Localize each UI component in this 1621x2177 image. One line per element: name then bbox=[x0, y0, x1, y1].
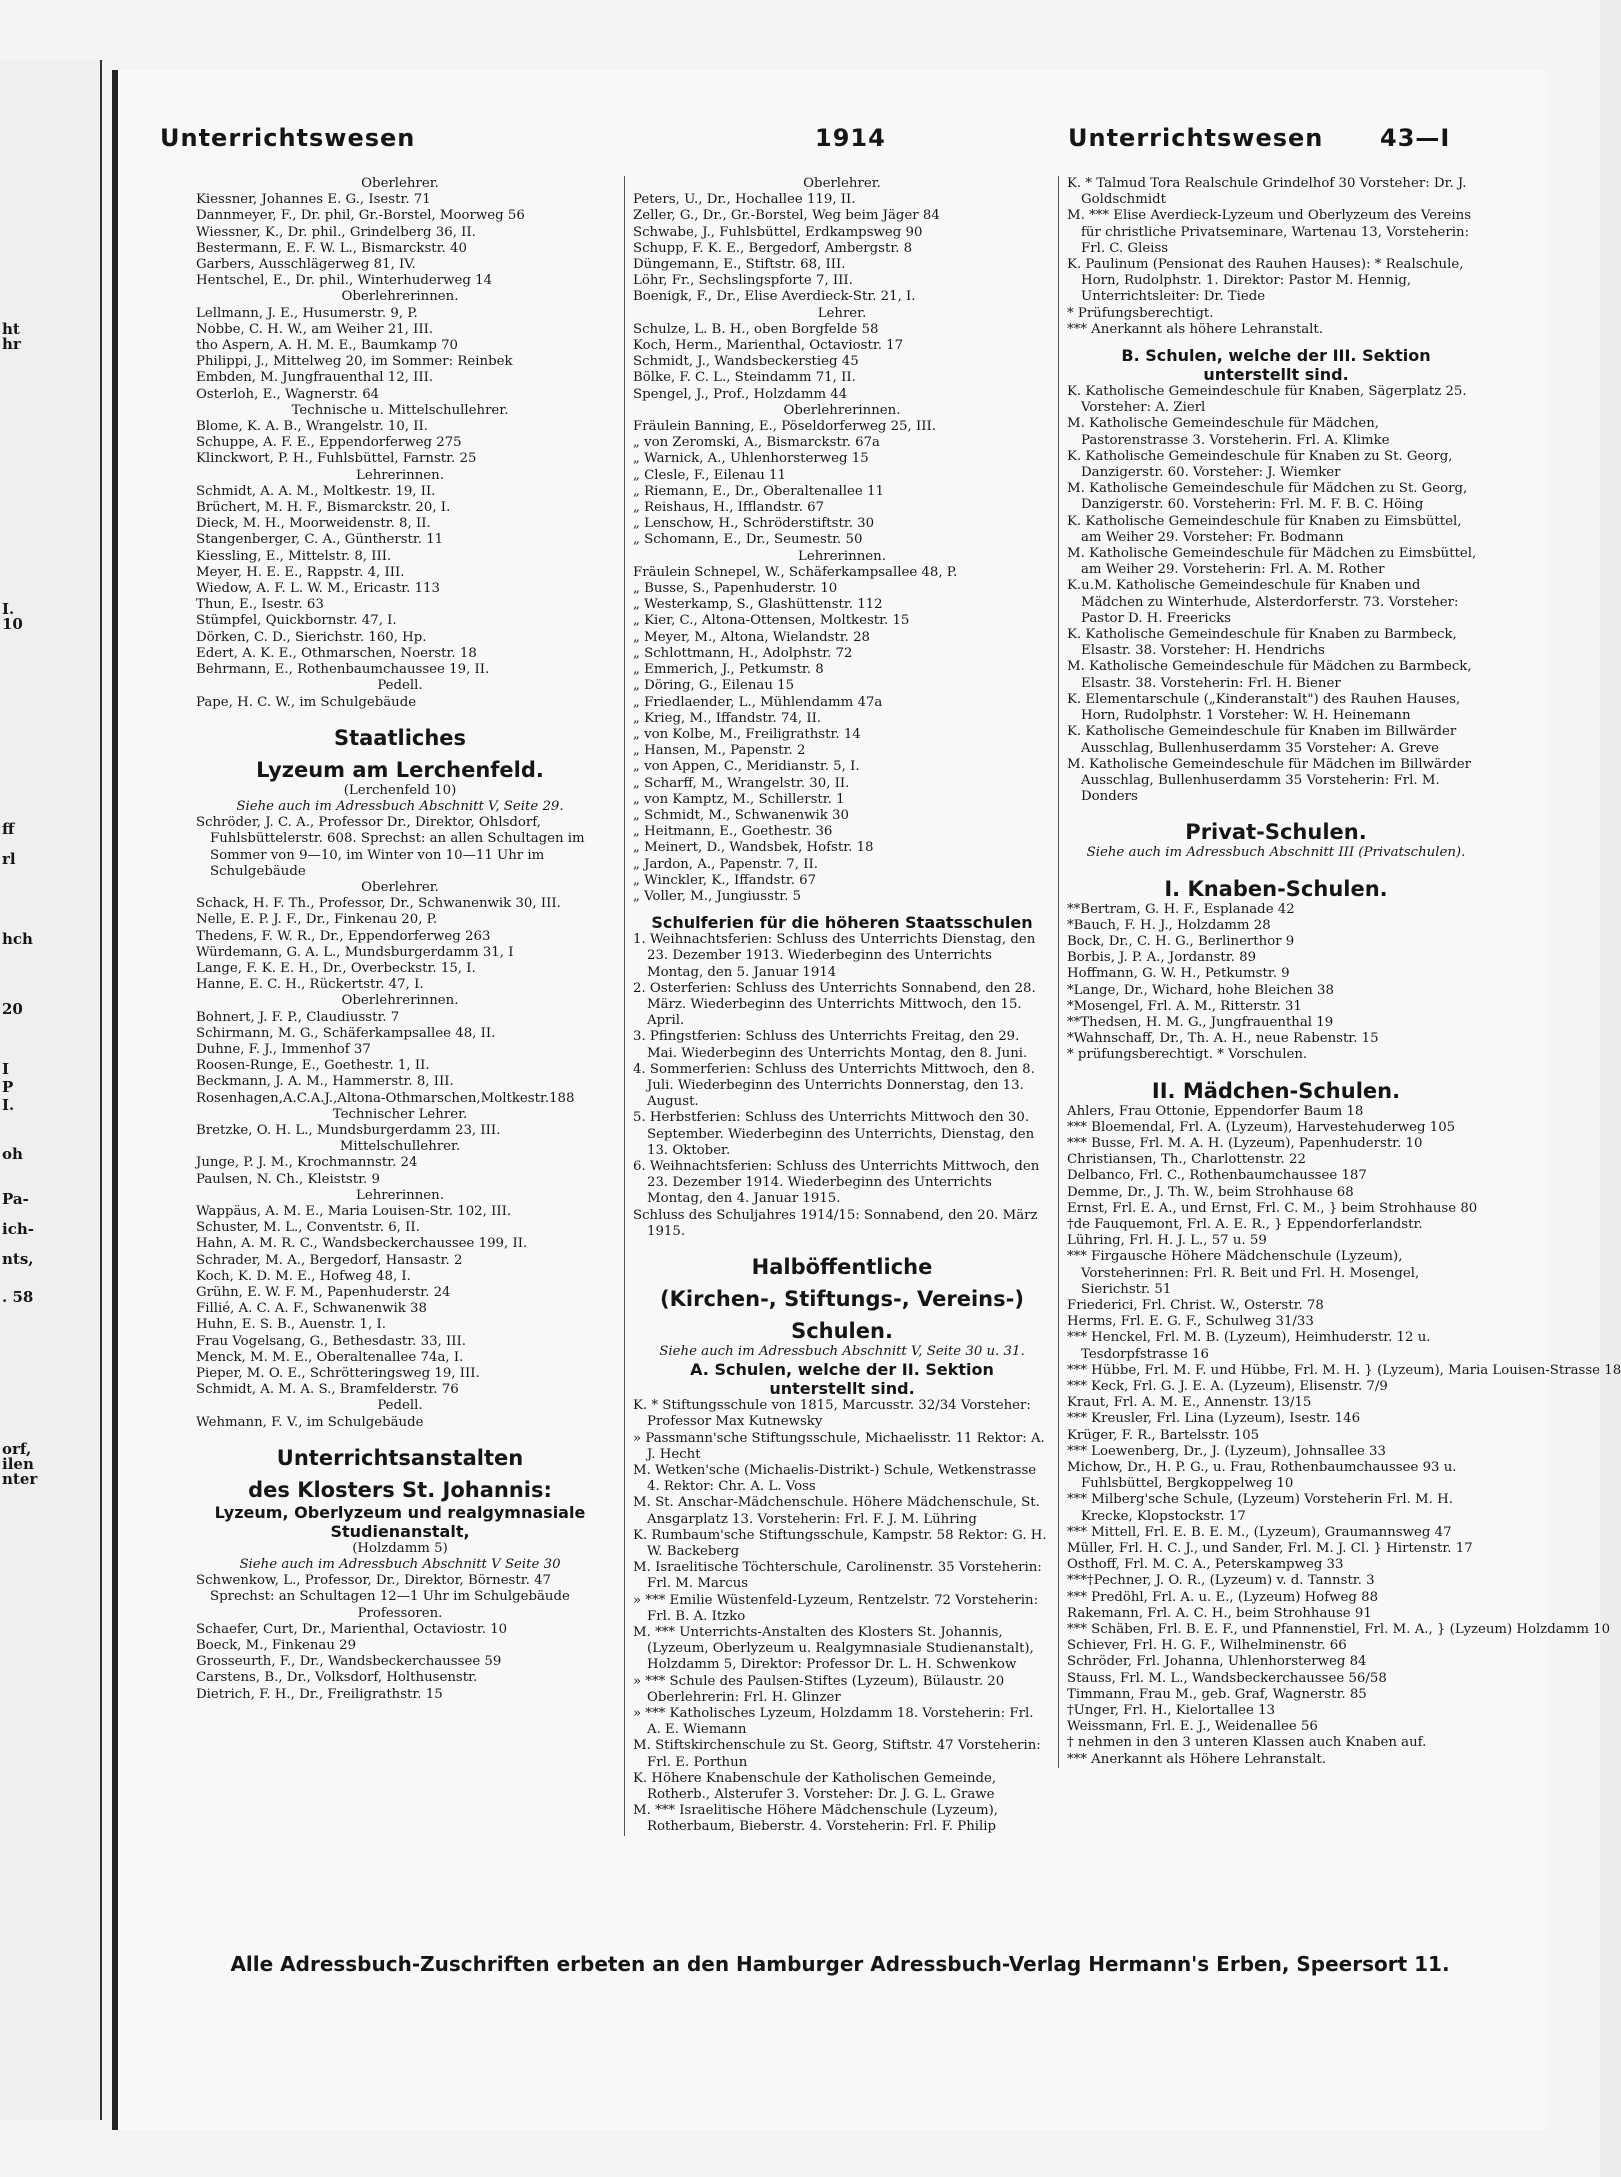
entry-line: Spengel, J., Prof., Holzdamm 44 bbox=[633, 386, 848, 402]
entry-line: Duhne, F. J., Immenhof 37 bbox=[196, 1041, 371, 1057]
entry-line: **Thedsen, H. M. G., Jungfrauenthal 19 bbox=[1067, 1014, 1334, 1030]
subheading: Studienanstalt, bbox=[330, 1521, 470, 1541]
entry-line: *** Busse, Frl. M. A. H. (Lyzeum), Papenhuderstr. 10 bbox=[1067, 1135, 1423, 1151]
cross-reference: Siehe auch im Adressbuch Abschnitt V, Seite 29. bbox=[236, 798, 564, 814]
entry-line: Osthoff, Frl. M. C. A., Peterskampweg 33 bbox=[1067, 1557, 1344, 1573]
spacer bbox=[1067, 862, 1485, 870]
margin-fragment: ich- bbox=[2, 1220, 34, 1238]
section-label: Technischer Lehrer. bbox=[332, 1106, 468, 1122]
margin-fragment: Pa- bbox=[2, 1190, 29, 1208]
entry-line: *** Anerkannt als höhere Lehranstalt. bbox=[1067, 321, 1323, 337]
entry-line: Löhr, Fr., Sechslingspforte 7, III. bbox=[633, 273, 853, 289]
entry-line: Bretzke, O. H. L., Mundsburgerdamm 23, III. bbox=[196, 1122, 501, 1138]
section-label: (Lerchenfeld 10) bbox=[343, 782, 457, 798]
entry-block: Michow, Dr., H. P. G., u. Frau, Rothenbaumchaussee 93 u. Fuhlsbüttel, Bergkoppelweg 10 bbox=[1067, 1460, 1457, 1492]
entry-line: Krüger, F. R., Bartelsstr. 105 bbox=[1067, 1427, 1260, 1443]
entry-line: Klinckwort, P. H., Fuhlsbüttel, Farnstr. 25 bbox=[196, 451, 477, 467]
section-label: Technische u. Mittelschullehrer. bbox=[291, 402, 509, 418]
margin-fragment: 10 bbox=[2, 615, 23, 633]
entry-block: » *** Katholisches Lyzeum, Holzdamm 18. Vorsteherin: Frl. A. E. Wiemann bbox=[633, 1706, 1034, 1738]
entry-line: Dörken, C. D., Sierichstr. 160, Hp. bbox=[196, 629, 427, 645]
entry-line: *** Kreusler, Frl. Lina (Lyzeum), Isestr. 146 bbox=[1067, 1411, 1361, 1427]
entry-line: Boeck, M., Finkenau 29 bbox=[196, 1638, 357, 1654]
entry-block: 6. Weihnachtsferien: Schluss des Unterrichts Mittwoch, den 23. Dezember 1914. Wiederbeginn des Unterrichts Montag, den 4. Januar 1915. bbox=[633, 1158, 1040, 1207]
entry-block: K. Katholische Gemeindeschule für Knaben zu Barmbeck, Elsastr. 38. Vorsteher: H. Hendrichs bbox=[1067, 627, 1457, 659]
entry-line: Wappäus, A. M. E., Maria Louisen-Str. 102, III. bbox=[196, 1203, 512, 1219]
subheading: unterstellt sind. bbox=[1203, 365, 1349, 385]
entry-block: 4. Sommerferien: Schluss des Unterrichts Mittwoch, den 8. Juli. Wiederbeginn des Unterrichts Donnerstag, den 13. August. bbox=[633, 1061, 1035, 1110]
entry-line: Schupp, F. K. E., Bergedorf, Ambergstr. 8 bbox=[633, 240, 913, 256]
entry-line: Embden, M. Jungfrauenthal 12, III. bbox=[196, 370, 434, 386]
entry-line: Bohnert, J. F. P., Claudiusstr. 7 bbox=[196, 1009, 400, 1025]
entry-line: Behrmann, E., Rothenbaumchaussee 19, II. bbox=[196, 662, 490, 678]
entry-line: Dieck, M. H., Moorweidenstr. 8, II. bbox=[196, 516, 431, 532]
entry-line: Ahlers, Frau Ottonie, Eppendorfer Baum 18 bbox=[1067, 1103, 1364, 1119]
section-label: Oberlehrerinnen. bbox=[783, 402, 901, 418]
header-right-title: Unterrichtswesen bbox=[1068, 124, 1324, 152]
entry-line: Frau Vogelsang, G., Bethesdastr. 33, III. bbox=[196, 1333, 466, 1349]
heading: (Kirchen-, Stiftungs-, Vereins-) bbox=[660, 1287, 1024, 1311]
entry-line: „ Clesle, F., Eilenau 11 bbox=[633, 467, 786, 483]
entry-line: Schulze, L. B. H., oben Borgfelde 58 bbox=[633, 321, 879, 337]
entry-line: „ Döring, G., Eilenau 15 bbox=[633, 678, 795, 694]
entry-line: Brüchert, M. H. F., Bismarckstr. 20, I. bbox=[196, 500, 451, 516]
entry-line: * prüfungsberechtigt. * Vorschulen. bbox=[1067, 1047, 1308, 1063]
entry-line: Thun, E., Isestr. 63 bbox=[196, 597, 324, 613]
entry-line: Meyer, H. E. E., Rappstr. 4, III. bbox=[196, 564, 405, 580]
entry-line: „ Reishaus, H., Ifflandstr. 67 bbox=[633, 500, 825, 516]
entry-line: Weissmann, Frl. E. J., Weidenallee 56 bbox=[1067, 1719, 1318, 1735]
entry-line: „ Meyer, M., Altona, Wielandstr. 28 bbox=[633, 629, 871, 645]
entry-line: *** Bloemendal, Frl. A. (Lyzeum), Harvestehuderweg 105 bbox=[1067, 1119, 1456, 1135]
entry-line: Borbis, J. P. A., Jordanstr. 89 bbox=[1067, 950, 1257, 966]
section-label: Lehrerinnen. bbox=[356, 467, 444, 483]
entry-line: Grühn, E. W. F. M., Papenhuderstr. 24 bbox=[196, 1285, 451, 1300]
entry-line: Schmidt, J., Wandsbeckerstieg 45 bbox=[633, 354, 859, 370]
entry-line: *** Anerkannt als Höhere Lehranstalt. bbox=[1067, 1751, 1326, 1767]
entry-line: Stümpfel, Quickbornstr. 47, I. bbox=[196, 613, 397, 629]
spacer bbox=[1067, 805, 1485, 813]
column-2 bbox=[624, 176, 1051, 1836]
margin-fragment: I. bbox=[2, 1096, 15, 1114]
entry-line: Nelle, E. P. J. F., Dr., Finkenau 20, P. bbox=[196, 912, 438, 928]
entry-line: Wiedow, A. F. L. W. M., Ericastr. 113 bbox=[196, 581, 440, 597]
entry-line: „ von Kolbe, M., Freiligrathstr. 14 bbox=[633, 726, 861, 742]
subheading: Lyzeum, Oberlyzeum und realgymnasiale bbox=[214, 1502, 586, 1522]
entry-block: *** Firgausche Höhere Mädchenschule (Lyzeum), Vorsteherinnen: Frl. R. Beit und Frl. H. Mosengel, Sierichstr. 51 bbox=[1067, 1249, 1420, 1297]
entry-block: *** Henckel, Frl. M. B. (Lyzeum), Heimhuderstr. 12 u. Tesdorpfstrasse 16 bbox=[1067, 1330, 1431, 1362]
entry-line: Hentschel, E., Dr. phil., Winterhuderweg 14 bbox=[196, 273, 493, 289]
spacer bbox=[1067, 1064, 1485, 1072]
entry-line: „ Warnick, A., Uhlenhorsterweg 15 bbox=[633, 451, 869, 467]
entry-line: †Unger, Frl. H., Kielortallee 13 bbox=[1067, 1703, 1276, 1719]
heading: des Klosters St. Johannis: bbox=[248, 1477, 552, 1502]
entry-block: M. Israelitische Töchterschule, Carolinenstr. 35 Vorsteherin: Frl. M. Marcus bbox=[633, 1560, 1042, 1592]
column-1 bbox=[196, 176, 604, 1703]
entry-block: 3. Pfingstferien: Schluss des Unterrichts Freitag, den 29. Mai. Wiederbeginn des Unterrichts Montag, den 8. Juni. bbox=[633, 1029, 1028, 1061]
entry-block: K. Katholische Gemeindeschule für Knaben zu St. Georg, Danzigerstr. 60. Vorsteher: J. Wiemker bbox=[1067, 448, 1453, 481]
cross-reference: Siehe auch im Adressbuch Abschnitt V, Seite 30 u. 31. bbox=[659, 1344, 1025, 1359]
entry-line: Kiessner, Johannes E. G., Isestr. 71 bbox=[196, 192, 431, 208]
entry-line: Fräulein Schnepel, W., Schäferkampsallee 48, P. bbox=[633, 564, 958, 580]
entry-block: M. Stiftskirchenschule zu St. Georg, Stiftstr. 47 Vorsteherin: Frl. E. Porthun bbox=[633, 1738, 1041, 1770]
margin-fragment: hch bbox=[2, 930, 33, 948]
entry-line: Herms, Frl. E. G. F., Schulweg 31/33 bbox=[1067, 1314, 1314, 1330]
entry-line: „ Schmidt, M., Schwanenwik 30 bbox=[633, 807, 849, 823]
entry-line: Düngemann, E., Stiftstr. 68, III. bbox=[633, 257, 846, 273]
entry-block: K. Paulinum (Pensionat des Rauhen Hauses): * Realschule, Horn, Rudolphstr. 1. Direktor: Pastor M. Hennig, Unterrichtsleiter: Dr. Tiede bbox=[1067, 257, 1464, 305]
entry-block: K. Höhere Knabenschule der Katholischen Gemeinde, Rotherb., Alsterufer 3. Vorsteher: Dr. J. G. L. Grawe bbox=[633, 1770, 997, 1803]
entry-line: „ Jardon, A., Papenstr. 7, II. bbox=[633, 856, 818, 872]
entry-block: K. * Stiftungsschule von 1815, Marcusstr. 32/34 Vorsteher: Professor Max Kutnewsky bbox=[633, 1398, 1031, 1430]
heading: Staatliches bbox=[333, 725, 467, 750]
entry-line: Demme, Dr., J. Th. W., beim Strohhause 68 bbox=[1067, 1184, 1354, 1200]
entry-line: Koch, Herm., Marienthal, Octaviostr. 17 bbox=[633, 338, 904, 354]
entry-line: Schaefer, Curt, Dr., Marienthal, Octaviostr. 10 bbox=[196, 1621, 508, 1637]
entry-line: „ von Appen, C., Meridianstr. 5, I. bbox=[633, 759, 860, 775]
margin-fragment: I bbox=[2, 1060, 10, 1078]
section-label: Oberlehrerinnen. bbox=[341, 993, 459, 1009]
entry-block: K. Rumbaum'sche Stiftungsschule, Kampstr. 58 Rektor: G. H. W. Backeberg bbox=[633, 1527, 1047, 1560]
entry-line: Müller, Frl. H. C. J., und Sander, Frl. M. J. Cl. } Hirtenstr. 17 bbox=[1067, 1541, 1473, 1557]
subheading: Schulferien für die höheren Staatsschulen bbox=[651, 913, 1033, 933]
entry-line: *Mosengel, Frl. A. M., Ritterstr. 31 bbox=[1067, 998, 1302, 1014]
spacer bbox=[633, 1240, 1051, 1248]
margin-fragment: oh bbox=[2, 1145, 23, 1163]
entry-line: Huhn, E. S. B., Auenstr. 1, I. bbox=[196, 1317, 386, 1333]
entry-line: Junge, P. J. M., Krochmannstr. 24 bbox=[196, 1155, 418, 1171]
entry-line: Christiansen, Th., Charlottenstr. 22 bbox=[1067, 1152, 1306, 1168]
heading: Schulen. bbox=[791, 1319, 893, 1343]
entry-line: Boenigk, F., Dr., Elise Averdieck-Str. 21, I. bbox=[633, 289, 916, 305]
entry-line: Schack, H. F. Th., Professor, Dr., Schwanenwik 30, III. bbox=[196, 896, 561, 912]
entry-line: „ Krieg, M., Iffandstr. 74, II. bbox=[633, 710, 822, 726]
entry-line: tho Aspern, A. H. M. E., Baumkamp 70 bbox=[196, 338, 459, 354]
section-label: Oberlehrer. bbox=[803, 176, 881, 191]
entry-line: *** Loewenberg, Dr., J. (Lyzeum), Johnsallee 33 bbox=[1067, 1443, 1386, 1459]
entry-line: Schuster, M. L., Conventstr. 6, II. bbox=[196, 1220, 420, 1236]
entry-line: *** Schäben, Frl. B. E. F., und Pfannenstiel, Frl. M. A., } (Lyzeum) Holzdamm 10 bbox=[1067, 1622, 1611, 1638]
entry-line: Schuppe, A. F. E., Eppendorferweg 275 bbox=[196, 435, 462, 451]
page-number: 43—I bbox=[1380, 124, 1451, 152]
entry-line: Peters, U., Dr., Hochallee 119, II. bbox=[633, 192, 856, 208]
entry-line: „ Lenschow, H., Schröderstiftstr. 30 bbox=[633, 516, 875, 532]
entry-block: » *** Schule des Paulsen-Stiftes (Lyzeum), Bülaustr. 20 Oberlehrerin: Frl. H. Glinzer bbox=[633, 1673, 1005, 1705]
entry-line: Roosen-Runge, E., Goethestr. 1, II. bbox=[196, 1058, 430, 1074]
header-left-title: Unterrichtswesen bbox=[160, 124, 416, 152]
entry-line: Lühring, Frl. H. J. L., 57 u. 59 bbox=[1067, 1233, 1267, 1249]
entry-line: * Prüfungsberechtigt. bbox=[1067, 305, 1214, 321]
entry-block: » Passmann'sche Stiftungsschule, Michaelisstr. 11 Rektor: A. J. Hecht bbox=[633, 1430, 1045, 1462]
section-label: Pedell. bbox=[377, 1398, 423, 1414]
entry-line: Paulsen, N. Ch., Kleiststr. 9 bbox=[196, 1171, 380, 1187]
heading: Lyzeum am Lerchenfeld. bbox=[256, 757, 544, 782]
margin-fragment: I. bbox=[2, 600, 15, 618]
entry-block: K. Elementarschule („Kinderanstalt") des Rauhen Hauses, Horn, Rudolphstr. 1 Vorsteher: W. H. Heinemann bbox=[1067, 691, 1461, 724]
entry-block: M. *** Israelitische Höhere Mädchenschule (Lyzeum), Rotherbaum, Bieberstr. 4. Vorsteherin: Frl. F. Philip bbox=[633, 1803, 998, 1835]
entry-line: „ von Zeromski, A., Bismarckstr. 67a bbox=[633, 435, 880, 451]
entry-block: K.u.M. Katholische Gemeindeschule für Knaben und Mädchen zu Winterhude, Alsterdorferstr. 73. Vorsteher: Pastor D. H. Freericks bbox=[1067, 578, 1459, 626]
entry-line: Philippi, J., Mittelweg 20, im Sommer: Reinbek bbox=[196, 354, 513, 370]
entry-block: M. Katholische Gemeindeschule für Mädchen zu St. Georg, Danzigerstr. 60. Vorsteherin: Frl. M. F. B. C. Höing bbox=[1067, 481, 1468, 513]
entry-block: K. Katholische Gemeindeschule für Knaben, Sägerplatz 25. Vorsteher: A. Zierl bbox=[1067, 384, 1467, 416]
entry-line: Edert, A. K. E., Othmarschen, Noerstr. 18 bbox=[196, 645, 477, 661]
entry-line: „ Friedlaender, L., Mühlendamm 47a bbox=[633, 694, 883, 710]
entry-line: „ Scharff, M., Wrangelstr. 30, II. bbox=[633, 775, 850, 791]
entry-line: „ Schomann, E., Dr., Seumestr. 50 bbox=[633, 532, 863, 548]
section-label: Oberlehrerinnen. bbox=[341, 289, 459, 305]
entry-block: » *** Emilie Wüstenfeld-Lyzeum, Rentzelstr. 72 Vorsteherin: Frl. B. A. Itzko bbox=[633, 1592, 1039, 1624]
entry-line: Schrader, M. A., Bergedorf, Hansastr. 2 bbox=[196, 1252, 463, 1268]
entry-block: M. Katholische Gemeindeschule für Mädchen im Billwärder Ausschlag, Bullenhuserdamm 35 Vorsteherin: Frl. M. Donders bbox=[1067, 756, 1472, 805]
entry-line: Hoffmann, G. W. H., Petkumstr. 9 bbox=[1067, 966, 1290, 982]
entry-block: M. Katholische Gemeindeschule für Mädchen zu Eimsbüttel, am Weiher 29. Vorsteherin: Frl. A. M. Rother bbox=[1067, 546, 1477, 578]
spacer bbox=[1067, 338, 1485, 346]
spacer bbox=[196, 1431, 604, 1439]
cross-reference: Siehe auch im Adressbuch Abschnitt III (Privatschulen). bbox=[1086, 845, 1466, 861]
margin-fragment: hr bbox=[2, 335, 21, 353]
entry-block: K. Katholische Gemeindeschule für Knaben im Billwärder Ausschlag, Bullenhuserdamm 35 Vorsteher: A. Greve bbox=[1067, 724, 1457, 756]
margin-fragment: . 58 bbox=[2, 1288, 34, 1306]
entry-line: *Bauch, F. H. J., Holzdamm 28 bbox=[1067, 917, 1271, 933]
entry-block: 5. Herbstferien: Schluss des Unterrichts Mittwoch den 30. September. Wiederbeginn des Unterrichts, Dienstag, den 13. Oktober. bbox=[633, 1110, 1035, 1158]
entry-line: *** Mittell, Frl. E. B. E. M., (Lyzeum), Graumannsweg 47 bbox=[1067, 1524, 1452, 1540]
section-label: Oberlehrer. bbox=[361, 176, 439, 191]
heading: I. Knaben-Schulen. bbox=[1164, 876, 1388, 901]
publisher-footer: Alle Adressbuch-Zuschriften erbeten an den Hamburger Adressbuch-Verlag Hermann's Erben, Speersort 11. bbox=[230, 1952, 1450, 1976]
subheading: unterstellt sind. bbox=[769, 1379, 915, 1399]
entry-line: Kraut, Frl. A. M. E., Annenstr. 13/15 bbox=[1067, 1395, 1312, 1411]
spacer bbox=[633, 905, 1051, 913]
entry-line: Bölke, F. C. L., Steindamm 71, II. bbox=[633, 370, 856, 386]
entry-line: Pieper, M. O. E., Schrötteringsweg 19, III. bbox=[196, 1366, 480, 1382]
entry-line: „ Busse, S., Papenhuderstr. 10 bbox=[633, 581, 838, 597]
heading: Privat-Schulen. bbox=[1185, 820, 1367, 845]
entry-line: Friederici, Frl. Christ. W., Osterstr. 78 bbox=[1067, 1297, 1324, 1313]
section-label: (Holzdamm 5) bbox=[352, 1540, 448, 1556]
entry-line: Schiever, Frl. H. G. F., Wilhelminenstr. 66 bbox=[1067, 1638, 1347, 1654]
entry-block: Schwenkow, L., Professor, Dr., Direktor, Börnestr. 47 Sprechst: an Schultagen 12—1 Uhr im Schulgebäude bbox=[196, 1573, 570, 1605]
subheading: A. Schulen, welche der II. Sektion bbox=[690, 1360, 994, 1380]
spacer bbox=[196, 711, 604, 719]
entry-line: Hahn, A. M. R. C., Wandsbeckerchaussee 199, II. bbox=[196, 1236, 528, 1252]
margin-fragment: nts, bbox=[2, 1250, 34, 1268]
entry-line: Dietrich, F. H., Dr., Freiligrathstr. 15 bbox=[196, 1686, 443, 1702]
entry-block: M. Katholische Gemeindeschule für Mädchen, Pastorenstrasse 3. Vorsteherin. Frl. A. Klimke bbox=[1067, 416, 1390, 448]
running-header bbox=[160, 124, 1540, 164]
adjacent-page-edge bbox=[0, 60, 102, 2120]
entry-line: Timmann, Frau M., geb. Graf, Wagnerstr. 85 bbox=[1067, 1686, 1367, 1702]
section-label: Lehrerinnen. bbox=[798, 548, 886, 564]
section-label: Oberlehrer. bbox=[361, 879, 439, 895]
margin-fragment: P bbox=[2, 1078, 14, 1096]
entry-line: Nobbe, C. H. W., am Weiher 21, III. bbox=[196, 321, 434, 337]
section-label: Pedell. bbox=[377, 678, 423, 694]
entry-block: Schluss des Schuljahres 1914/15: Sonnabend, den 20. März 1915. bbox=[633, 1207, 1038, 1239]
entry-block: K. Katholische Gemeindeschule für Knaben zu Eimsbüttel, am Weiher 29. Vorsteher: Fr. Bodmann bbox=[1067, 513, 1462, 545]
entry-line: Rosenhagen,A.C.A.J.,Altona-Othmarschen,Moltkestr.188 bbox=[196, 1090, 575, 1106]
cross-reference: Siehe auch im Adressbuch Abschnitt V Seite 30 bbox=[239, 1557, 561, 1573]
entry-block: 1. Weihnachtsferien: Schluss des Unterrichts Dienstag, den 23. Dezember 1913. Wiederbeginn des Unterrichts Montag, den 5. Januar 1914 bbox=[633, 932, 1036, 980]
entry-line: Beckmann, J. A. M., Hammerstr. 8, III. bbox=[196, 1074, 454, 1090]
margin-fragment: ilen bbox=[2, 1455, 34, 1473]
entry-block: M. Katholische Gemeindeschule für Mädchen zu Barmbeck, Elsastr. 38. Vorsteherin: Frl. H. Biener bbox=[1067, 659, 1472, 691]
entry-line: Carstens, B., Dr., Volksdorf, Holthusenstr. bbox=[196, 1670, 478, 1686]
entry-line: *** Keck, Frl. G. J. E. A. (Lyzeum), Elisenstr. 7/9 bbox=[1067, 1379, 1388, 1394]
entry-line: Lange, F. K. E. H., Dr., Overbeckstr. 15, I. bbox=[196, 960, 476, 976]
entry-line: *** Hübbe, Frl. M. F. und Hübbe, Frl. M. H. } (Lyzeum), Maria Louisen-Strasse 18 bbox=[1067, 1362, 1621, 1378]
section-label: Mittelschullehrer. bbox=[339, 1139, 461, 1155]
entry-line: Hanne, E. C. H., Rückertstr. 47, I. bbox=[196, 977, 424, 993]
entry-line: Wehmann, F. V., im Schulgebäude bbox=[196, 1414, 424, 1430]
margin-fragment: nter bbox=[2, 1470, 38, 1488]
entry-line: Lellmann, J. E., Husumerstr. 9, P. bbox=[196, 305, 418, 321]
entry-line: Osterloh, E., Wagnerstr. 64 bbox=[196, 386, 380, 402]
entry-line: „ von Kamptz, M., Schillerstr. 1 bbox=[633, 791, 845, 807]
entry-line: **Bertram, G. H. F., Esplanade 42 bbox=[1067, 901, 1295, 917]
entry-line: Kiessling, E., Mittelstr. 8, III. bbox=[196, 548, 392, 564]
margin-fragment: orf, bbox=[2, 1440, 32, 1458]
entry-line: „ Riemann, E., Dr., Oberaltenallee 11 bbox=[633, 483, 884, 499]
section-label: Lehrer. bbox=[817, 305, 867, 321]
entry-line: Delbanco, Frl. C., Rothenbaumchaussee 187 bbox=[1067, 1168, 1367, 1184]
entry-line: Thedens, F. W. R., Dr., Eppendorferweg 263 bbox=[196, 928, 491, 944]
entry-line: *Wahnschaff, Dr., Th. A. H., neue Rabenstr. 15 bbox=[1067, 1031, 1379, 1047]
entry-line: Stangenberger, C. A., Güntherstr. 11 bbox=[196, 532, 444, 548]
entry-line: „ Kier, C., Altona-Ottensen, Moltkestr. 15 bbox=[633, 613, 910, 629]
entry-line: „ Heitmann, E., Goethestr. 36 bbox=[633, 824, 833, 840]
entry-line: Schmidt, A. A. M., Moltkestr. 19, II. bbox=[196, 483, 436, 499]
entry-line: Schröder, Frl. Johanna, Uhlenhorsterweg 84 bbox=[1067, 1654, 1367, 1670]
entry-block: 2. Osterferien: Schluss des Unterrichts Sonnabend, den 28. März. Wiederbeginn des Unterrichts Mittwoch, den 15. April. bbox=[633, 980, 1036, 1029]
header-year: 1914 bbox=[815, 124, 886, 152]
entry-line: Schmidt, A. M. A. S., Bramfelderstr. 76 bbox=[196, 1382, 459, 1398]
entry-block: M. *** Elise Averdieck-Lyzeum und Oberlyzeum des Vereins für christliche Privatseminare, Wartenau 13, Vorsteherin: Frl. C. Gleiss bbox=[1067, 208, 1472, 256]
entry-line: Grosseurth, F., Dr., Wandsbeckerchaussee 59 bbox=[196, 1654, 502, 1670]
entry-line: „ Voller, M., Jungiusstr. 5 bbox=[633, 888, 802, 904]
entry-line: † nehmen in den 3 unteren Klassen auch Knaben auf. bbox=[1067, 1735, 1427, 1751]
entry-line: Schwabe, J., Fuhlsbüttel, Erdkampsweg 90 bbox=[633, 224, 923, 240]
entry-line: „ Schlottmann, H., Adolphstr. 72 bbox=[633, 645, 853, 661]
entry-block: K. * Talmud Tora Realschule Grindelhof 30 Vorsteher: Dr. J. Goldschmidt bbox=[1067, 176, 1467, 208]
entry-line: Garbers, Ausschlägerweg 81, IV. bbox=[196, 257, 416, 273]
heading: Halböffentliche bbox=[751, 1255, 933, 1279]
entry-block: M. Wetken'sche (Michaelis-Distrikt-) Schule, Wetkenstrasse 4. Rektor: Chr. A. L. Voss bbox=[633, 1463, 1037, 1495]
entry-line: Ernst, Frl. E. A., und Ernst, Frl. C. M., } beim Strohhause 80 bbox=[1067, 1200, 1478, 1216]
entry-block: M. *** Unterrichts-Anstalten des Klosters St. Johannis, (Lyzeum, Oberlyzeum u. Realgymnasiale Studienanstalt), Holzdamm 5, Direktor: Professor Dr. L. H. Schwenkow bbox=[633, 1625, 1034, 1673]
entry-line: Bestermann, E. F. W. L., Bismarckstr. 40 bbox=[196, 240, 467, 256]
entry-line: Menck, M. M. E., Oberaltenallee 74a, I. bbox=[196, 1349, 464, 1365]
entry-block: M. St. Anschar-Mädchenschule. Höhere Mädchenschule, St. Ansgarplatz 13. Vorsteherin: Frl. F. J. M. Lühring bbox=[633, 1495, 1040, 1527]
entry-line: Pape, H. C. W., im Schulgebäude bbox=[196, 694, 417, 710]
margin-fragment: ht bbox=[2, 320, 20, 338]
entry-line: Fillié, A. C. A. F., Schwanenwik 38 bbox=[196, 1301, 427, 1317]
entry-line: Bock, Dr., C. H. G., Berlinerthor 9 bbox=[1067, 933, 1295, 949]
entry-line: †de Fauquemont, Frl. A. E. R., } Eppendorferlandstr. bbox=[1067, 1216, 1423, 1232]
section-label: Professoren. bbox=[357, 1605, 443, 1621]
entry-line: Dannmeyer, F., Dr. phil, Gr.-Borstel, Moorweg 56 bbox=[196, 208, 525, 224]
entry-line: Wiessner, K., Dr. phil., Grindelberg 36, II. bbox=[196, 224, 476, 240]
entry-line: „ Winckler, K., Iffandstr. 67 bbox=[633, 872, 817, 888]
entry-line: Rakemann, Frl. A. C. H., beim Strohhause 91 bbox=[1067, 1605, 1372, 1621]
entry-line: Zeller, G., Dr., Gr.-Borstel, Weg beim Jäger 84 bbox=[633, 208, 940, 224]
entry-line: ***†Pechner, J. O. R., (Lyzeum) v. d. Tannstr. 3 bbox=[1067, 1573, 1375, 1589]
entry-line: *Lange, Dr., Wichard, hohe Bleichen 38 bbox=[1067, 982, 1334, 998]
heading: Unterrichtsanstalten bbox=[276, 1445, 524, 1470]
entry-block: Schröder, J. C. A., Professor Dr., Direktor, Ohlsdorf, Fuhlsbüttelerstr. 608. Sprechst: an allen Schultagen im Sommer von 9—10, im Winter von 10—11 Uhr im Schulgebäude bbox=[196, 815, 585, 879]
entry-line: Koch, K. D. M. E., Hofweg 48, I. bbox=[196, 1268, 411, 1284]
entry-line: *** Predöhl, Frl. A. u. E., (Lyzeum) Hofweg 88 bbox=[1067, 1589, 1379, 1605]
margin-fragment: rl bbox=[2, 850, 16, 868]
column-3 bbox=[1058, 176, 1621, 1768]
entry-line: Würdemann, G. A. L., Mundsburgerdamm 31, I bbox=[196, 944, 514, 960]
entry-line: Schirmann, M. G., Schäferkampsallee 48, II. bbox=[196, 1025, 496, 1041]
subheading: B. Schulen, welche der III. Sektion bbox=[1121, 346, 1431, 366]
entry-line: „ Meinert, D., Wandsbek, Hofstr. 18 bbox=[633, 840, 874, 856]
entry-line: Fräulein Banning, E., Pöseldorferweg 25, III. bbox=[633, 419, 936, 435]
section-label: Lehrerinnen. bbox=[356, 1187, 444, 1203]
entry-line: „ Westerkamp, S., Glashüttenstr. 112 bbox=[633, 597, 883, 613]
heading: II. Mädchen-Schulen. bbox=[1151, 1078, 1401, 1103]
entry-block: *** Milberg'sche Schule, (Lyzeum) Vorsteherin Frl. M. H. Krecke, Klopstockstr. 17 bbox=[1067, 1492, 1453, 1524]
margin-fragment: 20 bbox=[2, 1000, 23, 1018]
entry-line: Stauss, Frl. M. L., Wandsbeckerchaussee 56/58 bbox=[1067, 1670, 1387, 1686]
entry-line: „ Hansen, M., Papenstr. 2 bbox=[633, 743, 806, 759]
margin-fragment: ff bbox=[2, 820, 15, 838]
entry-line: „ Emmerich, J., Petkumstr. 8 bbox=[633, 662, 824, 678]
entry-line: Blome, K. A. B., Wrangelstr. 10, II. bbox=[196, 419, 429, 435]
